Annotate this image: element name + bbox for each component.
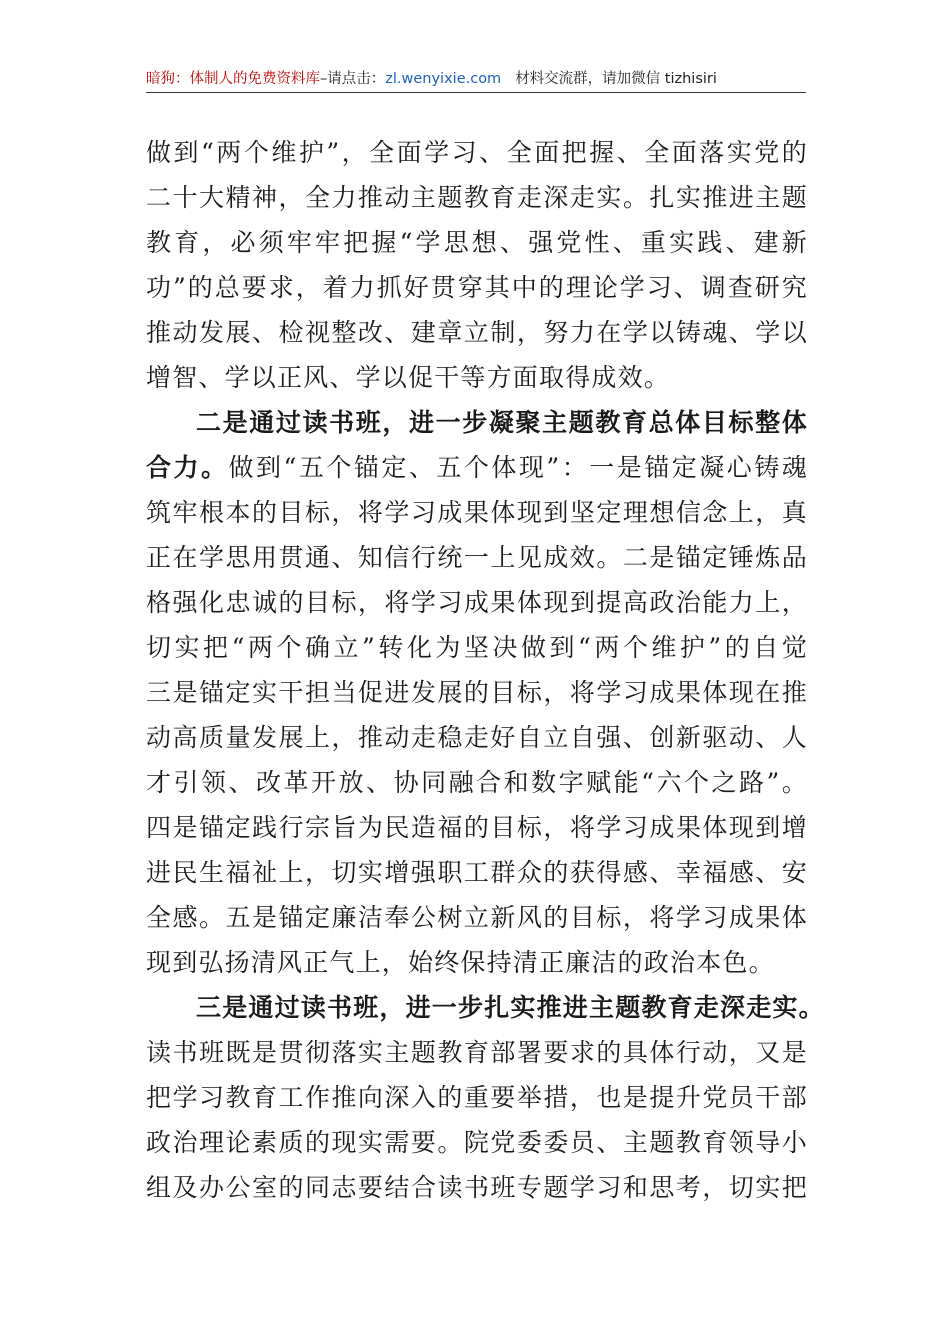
header-site-link[interactable]: zl.wenyixie.com (385, 71, 502, 87)
text-line (146, 985, 825, 1030)
line-text: 进民生福祉上，切实增强职工群众的获得感、幸福感、安 (146, 858, 808, 887)
line-text: 做到“五个锚定、五个体现”：一是锚定凝心铸魂 (228, 453, 808, 482)
page-header (146, 66, 806, 93)
line-text: 增智、学以正风、学以促干等方面取得成效。 (146, 363, 671, 392)
line-text: 做到“两个维护”，全面学习、全面把握、全面落实党的 (146, 138, 808, 167)
bold-lead-text: 合力。 (146, 453, 229, 482)
text-line (146, 400, 808, 445)
text-line (146, 445, 808, 490)
document-body (146, 130, 825, 1210)
line-text: 功”的总要求，着力抓好贯穿其中的理论学习、调查研究 (146, 273, 808, 302)
text-line (146, 1165, 808, 1210)
line-text: 推动发展、检视整改、建章立制，努力在学以铸魂、学以 (146, 318, 808, 347)
line-text: 动高质量发展上，推动走稳走好自立自强、创新驱动、人 (146, 723, 808, 752)
text-line (146, 535, 808, 580)
line-text: 全感。五是锚定廉洁奉公树立新风的目标，将学习成果体 (146, 903, 808, 932)
line-text: 四是锚定践行宗旨为民造福的目标，将学习成果体现到增 (146, 813, 808, 842)
bold-lead-text: 三是通过读书班，进一步扎实推进主题教育走深走实。 (196, 993, 825, 1022)
bold-lead-text: 二是通过读书班，进一步凝聚主题教育总体目标整体 (196, 408, 808, 437)
line-text: 三是锚定实干担当促进发展的目标，将学习成果体现在推 (146, 678, 808, 707)
line-text: 正在学思用贯通、知信行统一上见成效。二是锚定锤炼品 (146, 543, 808, 572)
header-click-prompt: –请点击： (320, 71, 386, 87)
text-line (146, 1075, 808, 1120)
line-text: 二十大精神，全力推动主题教育走深走实。扎实推进主题 (146, 183, 808, 212)
line-text: 把学习教育工作推向深入的重要举措，也是提升党员干部 (146, 1083, 808, 1112)
text-line (146, 220, 808, 265)
text-line (146, 265, 808, 310)
line-text: 筑牢根本的目标，将学习成果体现到坚定理想信念上，真 (146, 498, 808, 527)
line-text: 政治理论素质的现实需要。院党委委员、主题教育领导小 (146, 1128, 808, 1157)
line-text: 组及办公室的同志要结合读书班专题学习和思考，切实把 (146, 1173, 808, 1202)
text-line (146, 490, 808, 535)
line-text: 教育，必须牢牢把握“学思想、强党性、重实践、建新 (146, 228, 808, 257)
text-line (146, 1030, 808, 1075)
line-text: 格强化忠诚的目标，将学习成果体现到提高政治能力上， (146, 588, 808, 617)
text-line (146, 355, 808, 400)
line-text: 读书班既是贯彻落实主题教育部署要求的具体行动，又是 (146, 1038, 808, 1067)
text-line (146, 130, 808, 175)
text-line (146, 670, 808, 715)
text-line (146, 175, 808, 220)
line-text: 现到弘扬清风正气上，始终保持清正廉洁的政治本色。 (146, 948, 775, 977)
text-line (146, 310, 808, 355)
text-line (146, 940, 808, 985)
text-line (146, 1120, 808, 1165)
text-line (146, 625, 808, 670)
line-text: 切实把“两个确立”转化为坚决做到“两个维护”的自觉 (146, 633, 808, 662)
header-site-name: 暗狗：体制人的免费资料库 (146, 71, 320, 87)
text-line (146, 760, 808, 805)
text-line (146, 895, 808, 940)
text-line (146, 580, 808, 625)
text-line (146, 805, 808, 850)
text-line (146, 715, 808, 760)
header-wechat-note: 材料交流群，请加微信 tizhisiri (515, 71, 717, 87)
text-line (146, 850, 808, 895)
line-text: 才引领、改革开放、协同融合和数字赋能“六个之路”。 (146, 768, 808, 797)
